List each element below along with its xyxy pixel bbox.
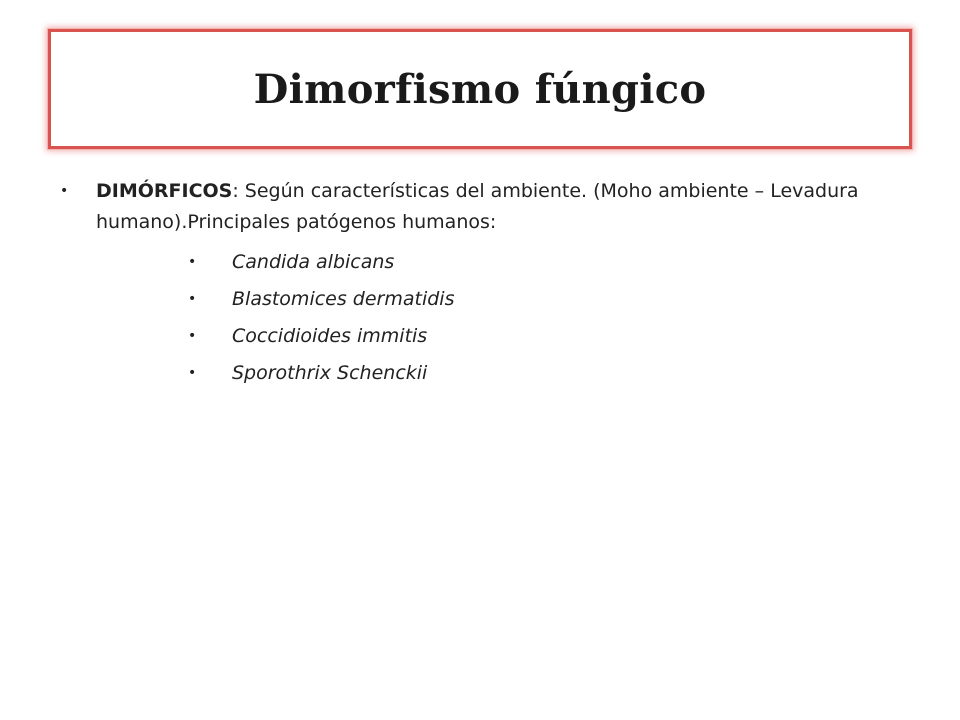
list-item: [188, 244, 880, 281]
title-box: [48, 29, 912, 149]
bullet-dot-icon: •: [188, 328, 197, 344]
bullet-dot-icon: •: [188, 365, 197, 381]
list-item: [188, 318, 880, 355]
list-item: [188, 355, 880, 392]
list-item: [188, 281, 880, 318]
slide-title: Dimorfismo fúngico: [253, 65, 707, 113]
bullet-dot-icon: •: [188, 291, 197, 307]
bullet-dot-icon: •: [60, 183, 69, 199]
species-name: Coccidioides immitis: [232, 325, 428, 347]
species-list: [60, 244, 880, 392]
main-bullet-text: [96, 176, 880, 238]
slide-content: [60, 176, 880, 392]
bullet-dot-icon: •: [188, 254, 197, 270]
main-bullet: [60, 176, 880, 238]
species-name: Sporothrix Schenckii: [232, 362, 428, 384]
species-name: Candida albicans: [232, 251, 395, 273]
bullet-body: : Según características del ambiente. (Moho ambiente – Levadura humano).Principales patógenos humanos:: [96, 180, 859, 233]
species-name: Blastomices dermatidis: [232, 288, 455, 310]
bullet-lead: DIMÓRFICOS: [96, 180, 233, 202]
